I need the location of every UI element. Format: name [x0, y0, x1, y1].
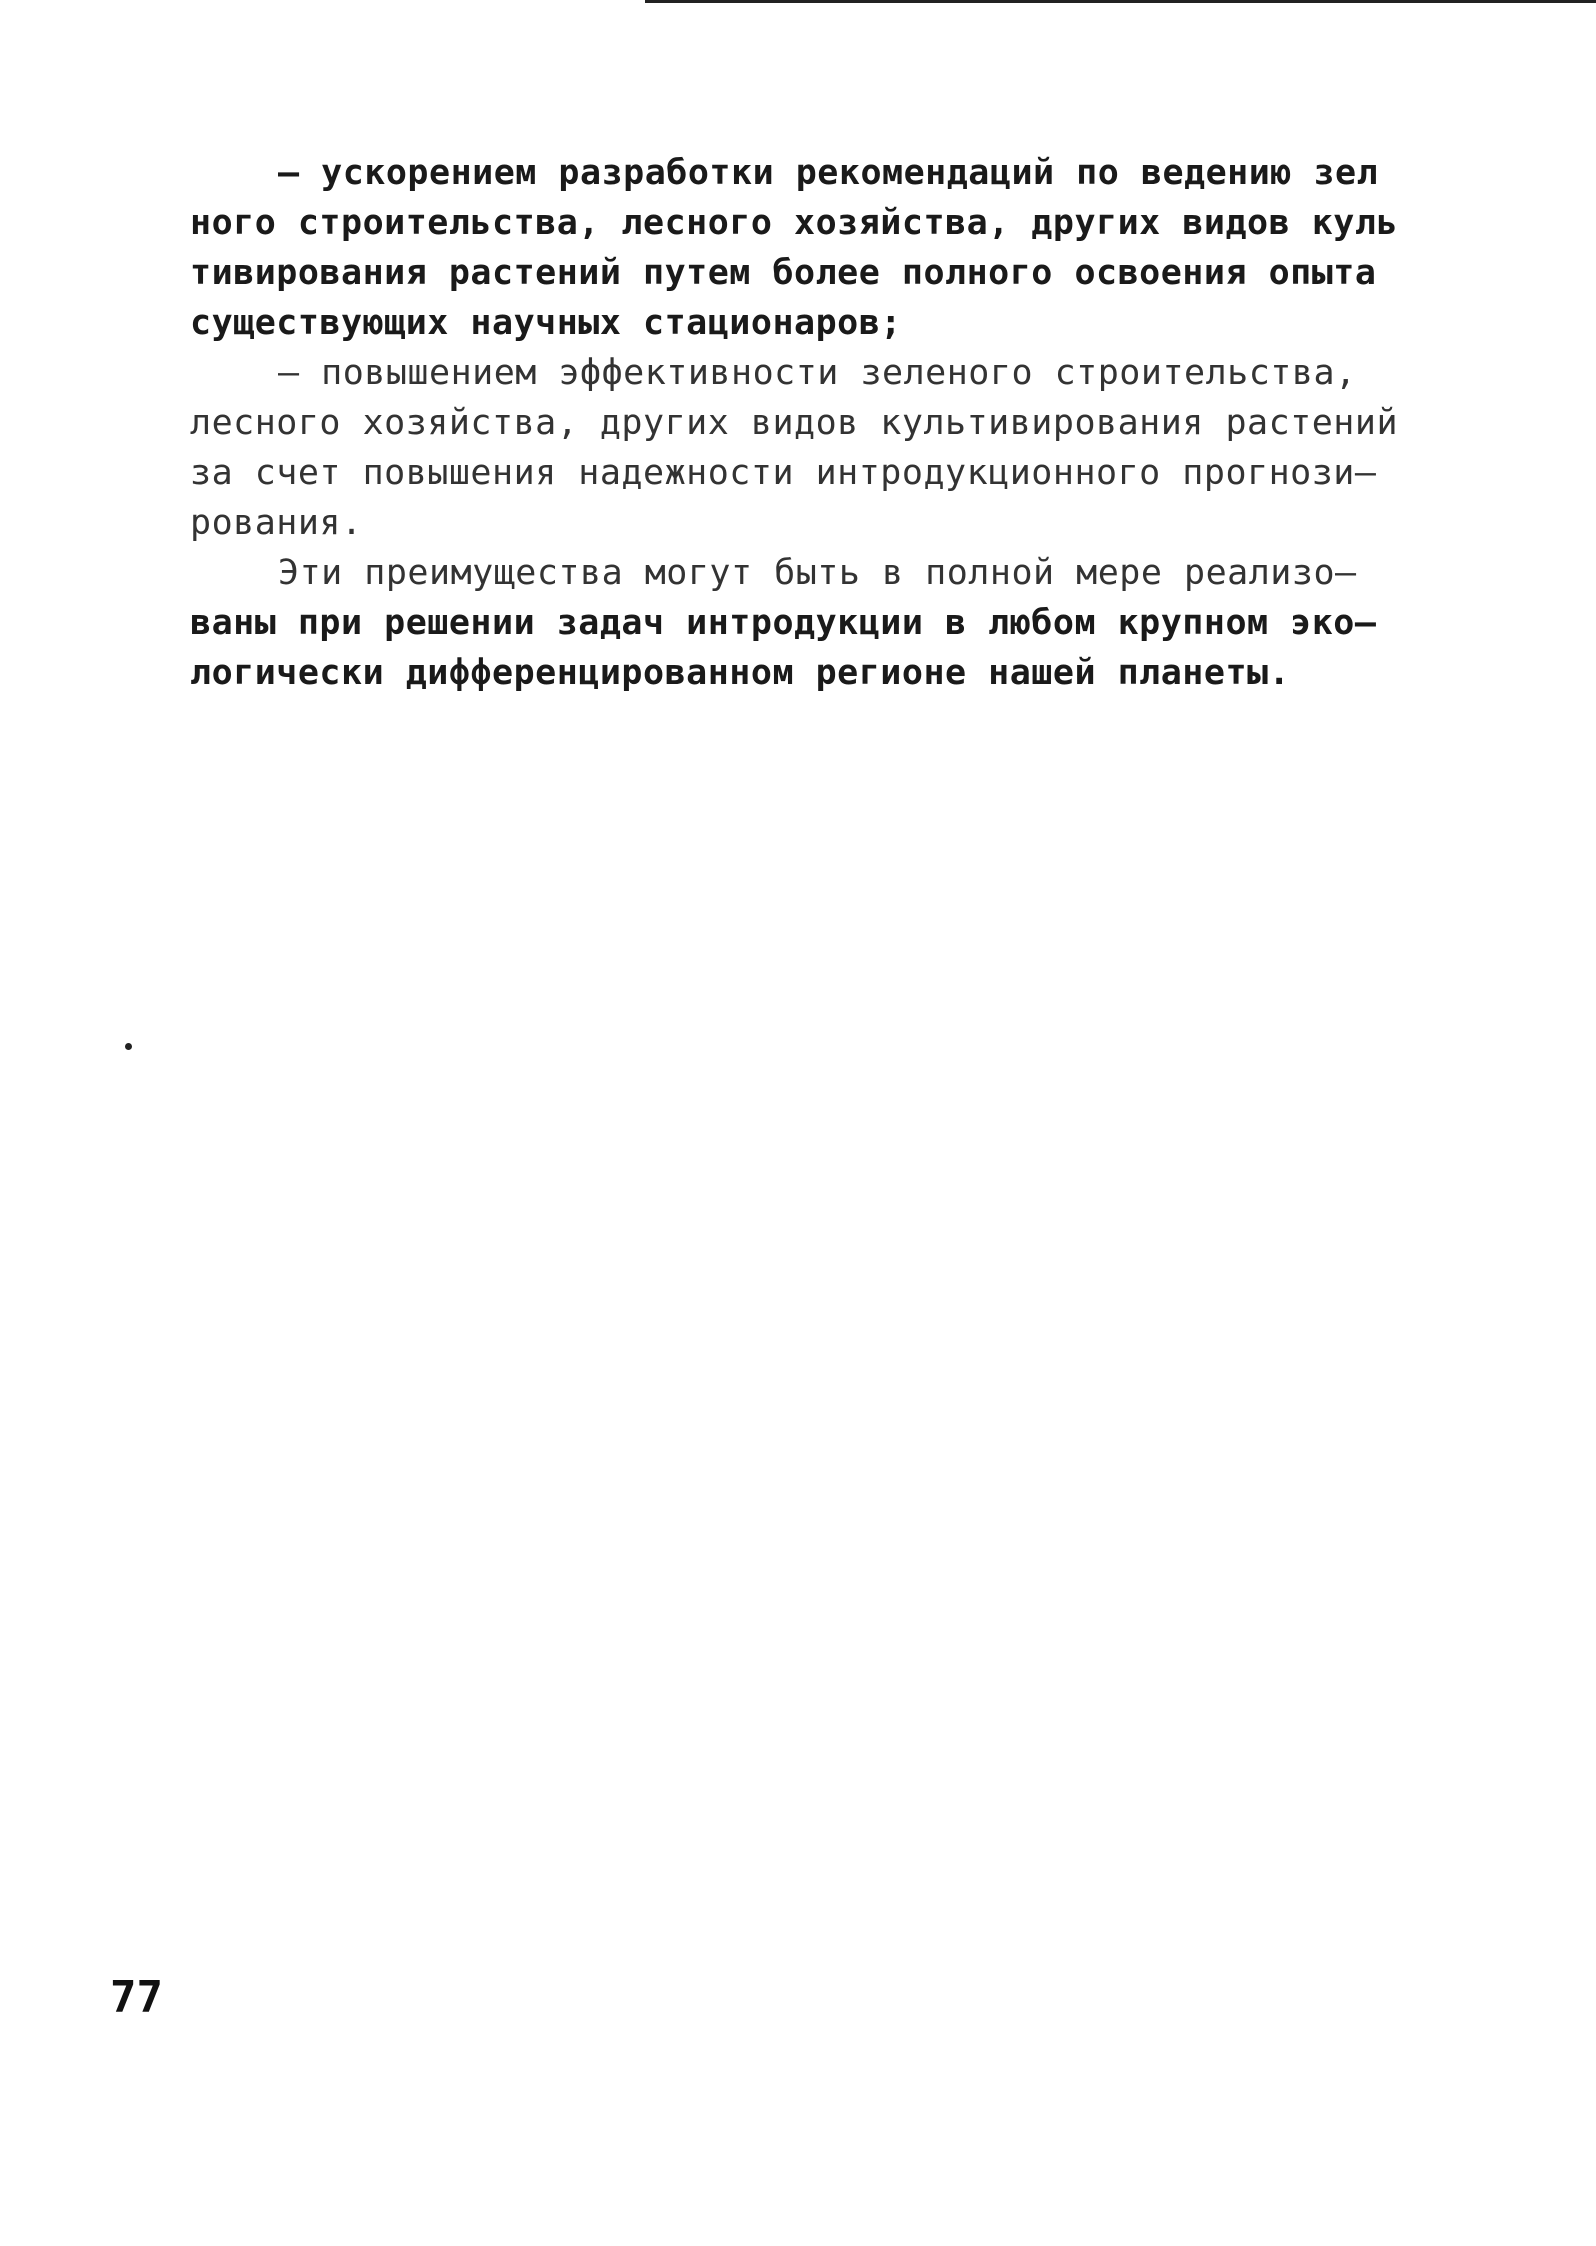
text-line: Эти преимущества могут быть в полной мере реализо– [278, 553, 1357, 593]
text-line: – ускорением разработки рекомендаций по ведению зел [278, 153, 1379, 193]
text-line: ваны при решении задач интродукции в любом крупном эко– [190, 603, 1377, 643]
text-line: лесного хозяйства, других видов культивирования растений [190, 403, 1399, 443]
text-line: существующих научных стационаров; [190, 303, 902, 343]
scan-speck [125, 1043, 132, 1050]
text-line: – повышением эффективности зеленого строительства, [278, 353, 1357, 393]
text-line: ного строительства, лесного хозяйства, других видов куль [190, 203, 1399, 243]
page-number: 77 [110, 1972, 163, 2023]
text-line: логически дифференцированном регионе нашей планеты. [190, 653, 1291, 693]
text-line: рования. [190, 503, 363, 543]
body-text [190, 148, 1480, 698]
text-line: тивирования растений путем более полного освоения опыта [190, 253, 1377, 293]
text-line: за счет повышения надежности интродукционного прогнози– [190, 453, 1377, 493]
top-rule [645, 0, 1596, 3]
